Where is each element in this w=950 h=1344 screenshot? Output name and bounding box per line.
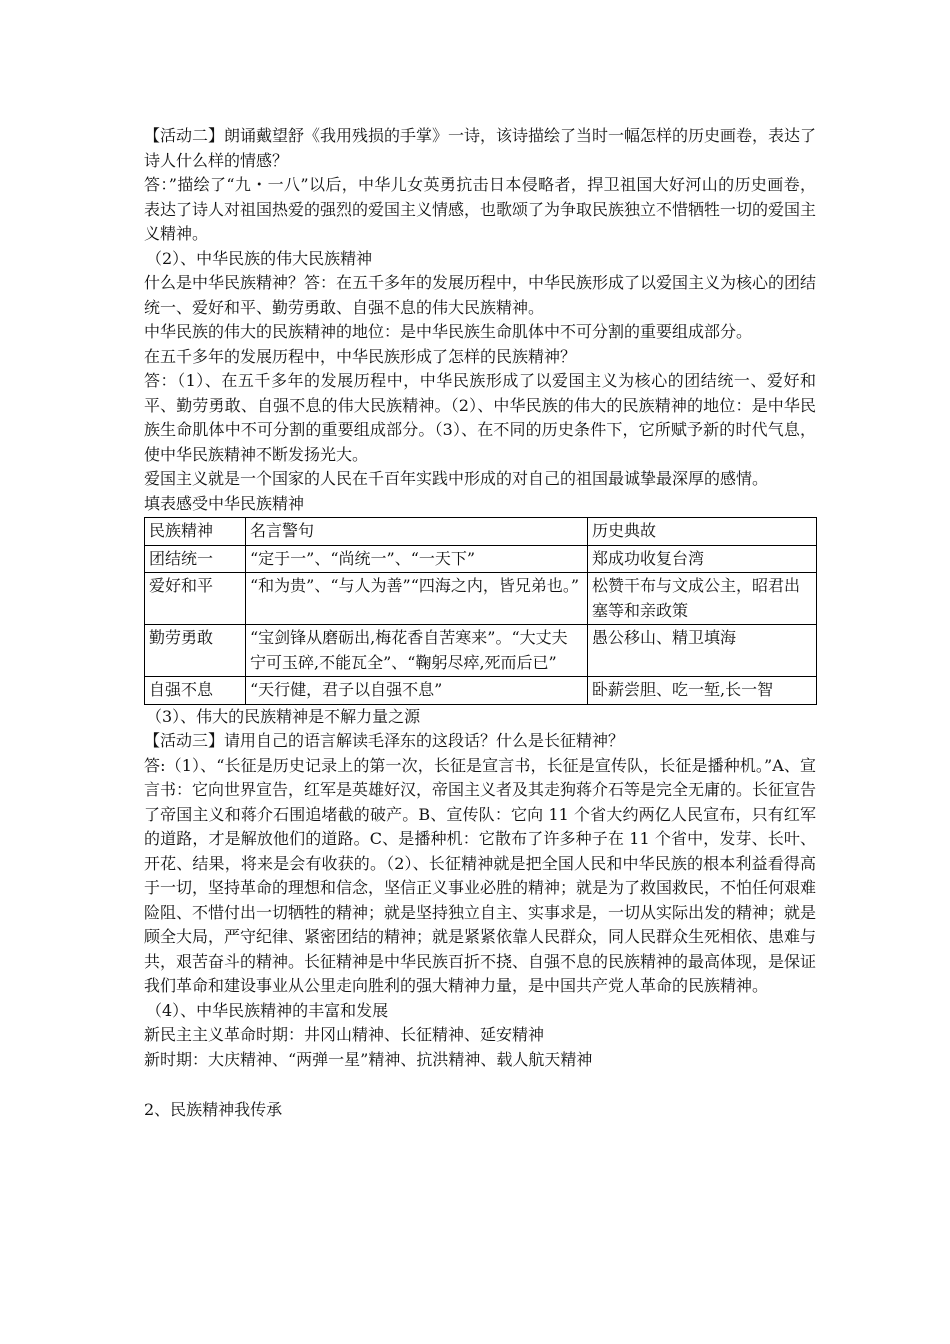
table-header-cell: 民族精神: [145, 518, 246, 546]
document-page: [144, 124, 816, 1123]
section4-heading: （4）、中华民族精神的丰富和发展: [146, 1000, 389, 1020]
national-spirit-table: [144, 517, 817, 705]
activity3-answer: 答:（1）、“长征是历史记录上的第一次，长征是宣言书，长征是宣传队，长征是播种机。”A、宣言书：它向世界宣告，红军是英雄好汉，帝国主义者及其走狗蒋介石等是完全无庸的。长征宣告了帝国主义和蒋介石围追堵截的破产。B、宣传队：它向 11 个省大约两亿人民宣布，只有红军的道路，才是解放他们的道路。C、是播种机：它散布了许多种子在 11 个省中，发芽、长叶、开花、结果，将来是会有收获的。（2）、长征精神就是把全国人民和中华民族的根本利益看得高于一切，坚持革命的理想和信念，坚信正义事业必胜的精神；就是为了救国救民，不怕任何艰难险阻、不惜付出一切牺牲的精神；就是坚持独立自主、实事求是，一切从实际出发的精神；就是顾全大局，严守纪律、紧密团结的精神；就是紧紧依靠人民群众，同人民群众生死相依、患难与共，艰苦奋斗的精神。长征精神是中华民族百折不挠、自强不息的民族精神的最高体现，是保证我们革命和建设事业从公里走向胜利的强大精神力量，是中国共产党人革命的民族精神。: [144, 755, 817, 995]
section2-question: 在五千多年的发展历程中，中华民族形成了怎样的民族精神？: [144, 346, 577, 366]
table-cell-story: 愚公移山、精卫填海: [588, 625, 817, 677]
table-cell-story: 松赞干布与文成公主，昭君出塞等和亲政策: [588, 573, 817, 625]
table-header-cell: 名言警句: [246, 518, 588, 546]
patriotism-definition: 爱国主义就是一个国家的人民在千百年实践中形成的对自己的祖国最诚挚最深厚的感情。: [144, 469, 769, 488]
table-cell-spirit: 爱好和平: [145, 573, 246, 625]
table-cell-spirit: 自强不息: [145, 677, 246, 705]
table-header-row: [145, 518, 817, 546]
table-cell-quote: “宝剑锋从磨砺出,梅花香自苦寒来”。“大丈夫宁可玉碎,不能瓦全”、“鞠躬尽瘁,死而后已”: [246, 625, 588, 677]
table-cell-story: 卧薪尝胆、吃一堑,长一智: [588, 677, 817, 705]
activity2-answer: 答：”描绘了“九・一八”以后，中华儿女英勇抗击日本侵略者，捍卫祖国大好河山的历史画卷，表达了诗人对祖国热爱的强烈的爱国主义情感，也歌颂了为争取民族独立不惜牺牲一切的爱国主义精神。: [144, 175, 817, 243]
table-row: [145, 625, 817, 677]
new-democratic-period: 新民主主义革命时期：井冈山精神、长征精神、延安精神: [144, 1025, 545, 1044]
section3-heading: （3）、伟大的民族精神是不解力量之源: [146, 706, 421, 726]
blank-line: [144, 1072, 816, 1098]
section2-definition: 什么是中华民族精神？答：在五千多年的发展历程中，中华民族形成了以爱国主义为核心的团结统一、爱好和平、勤劳勇敢、自强不息的伟大民族精神。: [144, 273, 817, 317]
table-row: [145, 545, 817, 573]
table-cell-spirit: 勤劳勇敢: [145, 625, 246, 677]
table-header-cell: 历史典故: [588, 518, 817, 546]
section2-answer: 答：（1）、在五千多年的发展历程中，中华民族形成了以爱国主义为核心的团结统一、爱好和平、勤劳勇敢、自强不息的伟大民族精神。（2）、中华民族的伟大的民族精神的地位：是中华民族生命肌体中不可分割的重要组成部分。（3）、在不同的历史条件下，它所赋予新的时代气息，使中华民族精神不断发扬光大。: [144, 371, 816, 464]
table-cell-story: 郑成功收复台湾: [588, 545, 817, 573]
table-cell-spirit: 团结统一: [145, 545, 246, 573]
table-cell-quote: “和为贵”、“与人为善”“四海之内，皆兄弟也。”: [246, 573, 588, 625]
table-caption: 填表感受中华民族精神: [144, 493, 305, 513]
table-row: [145, 573, 817, 625]
table-cell-quote: “天行健，君子以自强不息”: [246, 677, 588, 705]
table-cell-quote: “定于一”、“尚统一”、“一天下”: [246, 545, 588, 573]
part2-heading: 2、民族精神我传承: [144, 1100, 283, 1119]
section2-status: 中华民族的伟大的民族精神的地位：是中华民族生命肌体中不可分割的重要组成部分。: [144, 322, 753, 341]
activity3-question: 【活动三】请用自己的语言解读毛泽东的这段话？什么是长征精神？: [144, 731, 625, 750]
table-row: [145, 677, 817, 705]
section2-heading: （2）、中华民族的伟大民族精神: [146, 248, 373, 268]
new-era-period: 新时期：大庆精神、“两弹一星”精神、抗洪精神、载人航天精神: [144, 1049, 593, 1069]
activity2-question: 【活动二】朗诵戴望舒《我用残损的手掌》一诗，该诗描绘了当时一幅怎样的历史画卷，表达了诗人什么样的情感？: [144, 126, 817, 170]
